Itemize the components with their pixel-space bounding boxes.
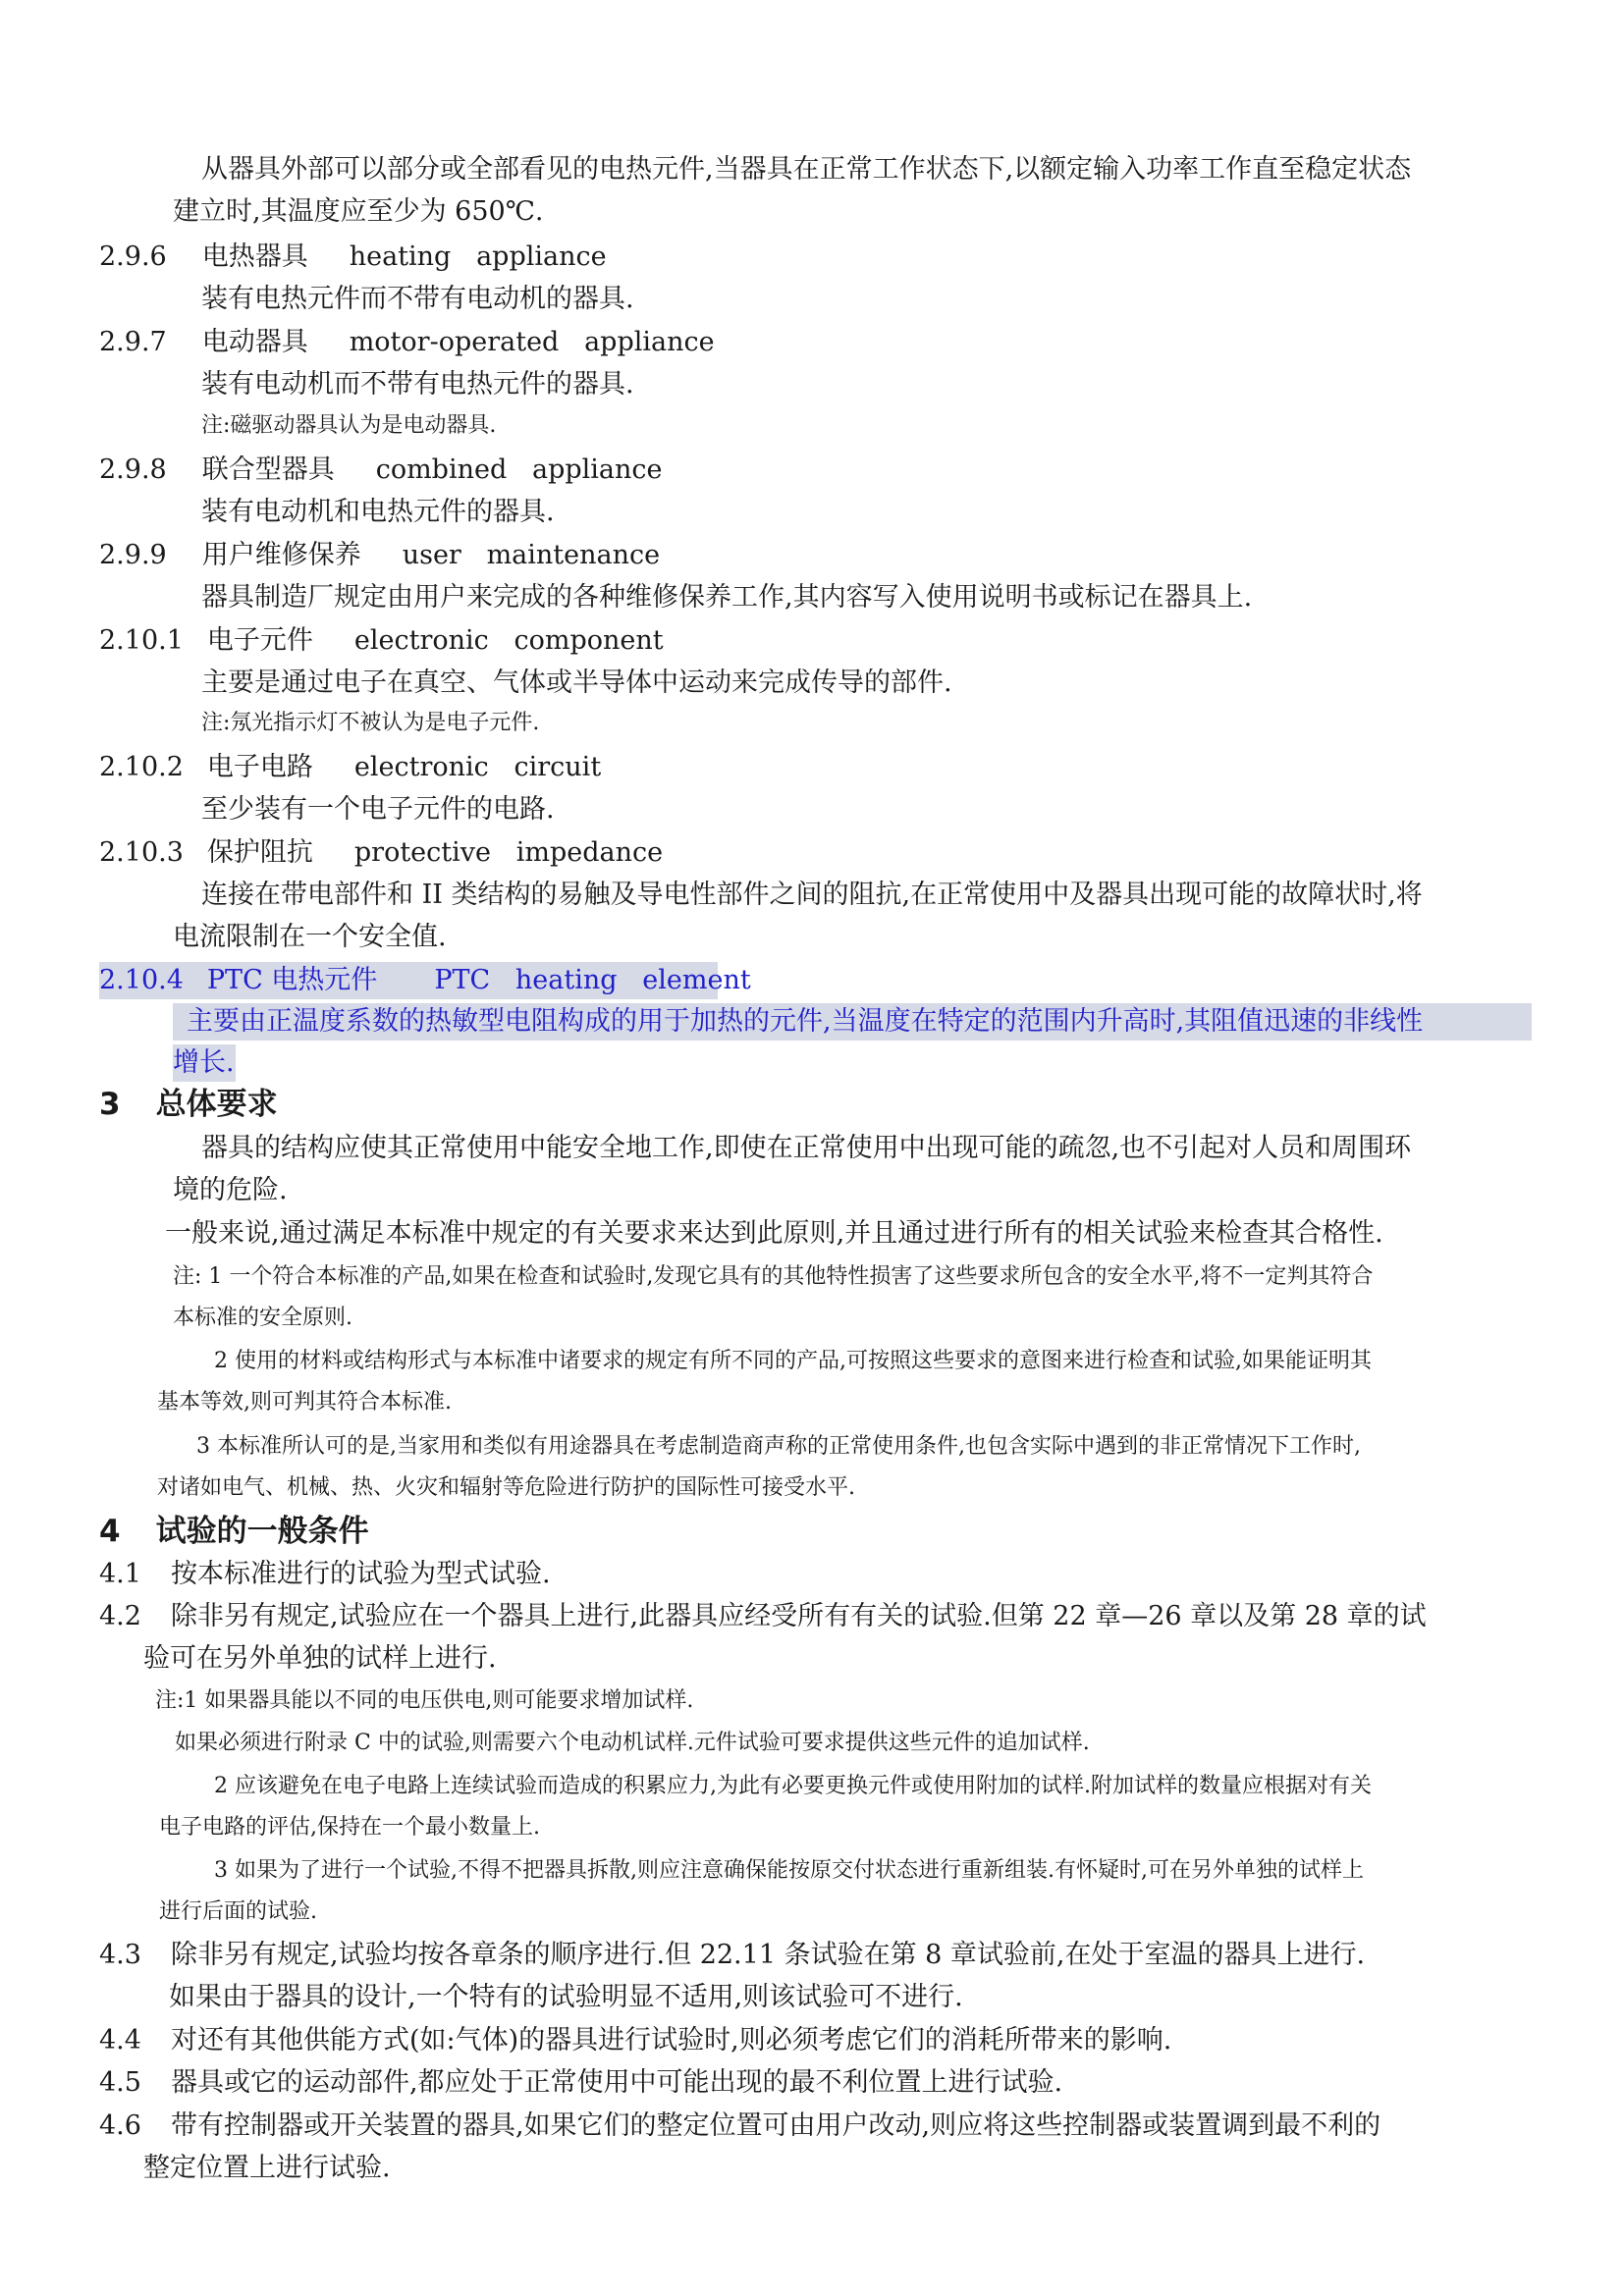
clause-text: 对还有其他供能方式(如:气体)的器具进行试验时,则必须考虑它们的消耗所带来的影响.: [170, 2025, 1172, 2056]
term-en: combined appliance: [375, 454, 663, 485]
clause-text: 带有控制器或开关装置的器具,如果它们的整定位置可由用户改动,则应将这些控制器或装置调到最不利的: [170, 2110, 1381, 2141]
clause-number: 4.6: [99, 2110, 141, 2141]
section-heading-4: [99, 1513, 369, 1550]
clause-4-6: [99, 2109, 1380, 2144]
clause-4-3: [99, 1938, 1365, 1973]
clause-number: 2.9.8: [99, 454, 167, 485]
clause-number: 4.5: [99, 2067, 141, 2098]
term-2-9-8: [99, 453, 663, 488]
clause-number: 4.1: [99, 1559, 141, 1589]
note: 2 使用的材料或结构形式与本标准中诸要求的规定有所不同的产品,可按照这些要求的意图来进行检查和试验,如果能证明其: [214, 1349, 1372, 1373]
note: 注:1 如果器具能以不同的电压供电,则可能要求增加试样.: [155, 1688, 694, 1713]
note: 基本等效,则可判其符合本标准.: [157, 1390, 452, 1415]
section-title: 总体要求: [155, 1087, 278, 1122]
clause-4-1: [99, 1557, 551, 1592]
note: 3 本标准所认可的是,当家用和类似有用途器具在考虑制造商声称的正常使用条件,也包含实际中遇到的非正常情况下工作时,: [196, 1434, 1361, 1459]
paragraph-line: 建立时,其温度应至少为 650℃.: [173, 196, 544, 227]
note: 注:磁驱动器具认为是电动器具.: [201, 413, 497, 438]
clause-number: 2.10.3: [99, 837, 184, 868]
term-en: electronic component: [353, 625, 664, 656]
clause-number: 2.9.6: [99, 241, 167, 272]
term-en: PTC heating element: [434, 965, 751, 995]
clause-number: 4.3: [99, 1940, 141, 1970]
term-zh: 用户维修保养: [201, 540, 361, 570]
section-number: 4: [99, 1514, 121, 1549]
term-en: electronic circuit: [353, 752, 602, 782]
clause-number: 4.4: [99, 2025, 141, 2056]
term-definition-selected[interactable]: 增长.: [173, 1047, 235, 1078]
note: 电子电路的评估,保持在一个最小数量上.: [159, 1815, 540, 1840]
term-zh: 电热器具: [201, 241, 308, 272]
clause-number: 2.10.2: [99, 752, 184, 782]
term-zh: 联合型器具: [201, 454, 335, 485]
clause-text: 器具或它的运动部件,都应处于正常使用中可能出现的最不利位置上进行试验.: [170, 2067, 1063, 2098]
clause-4-5: [99, 2065, 1062, 2101]
term-zh: 电子元件: [206, 625, 313, 656]
paragraph-line: 整定位置上进行试验.: [143, 2153, 391, 2183]
term-definition: 装有电热元件而不带有电动机的器具.: [201, 284, 634, 314]
paragraph-line: 验可在另外单独的试样上进行.: [143, 1643, 497, 1674]
clause-text: 除非另有规定,试验均按各章条的顺序进行.但 22.11 条试验在第 8 章试验前,在处于室温的器具上进行.: [170, 1940, 1366, 1970]
note: 3 如果为了进行一个试验,不得不把器具拆散,则应注意确保能按原交付状态进行重新组装.有怀疑时,可在另外单独的试样上: [214, 1858, 1364, 1883]
term-definition: 至少装有一个电子元件的电路.: [201, 794, 555, 825]
term-2-10-3: [99, 835, 663, 871]
clause-number: 2.10.4: [99, 965, 184, 995]
clause-4-2: [99, 1599, 1427, 1634]
note: 注: 1 一个符合本标准的产品,如果在检查和试验时,发现它具有的其他特性损害了这些要求所包含的安全水平,将不一定判其符合: [173, 1264, 1374, 1289]
term-zh: 电动器具: [201, 327, 308, 357]
paragraph-line: 从器具外部可以部分或全部看见的电热元件,当器具在正常工作状态下,以额定输入功率工作直至稳定状态: [201, 154, 1412, 185]
note: 如果必须进行附录 C 中的试验,则需要六个电动机试样.元件试验可要求提供这些元件的追加试样.: [175, 1731, 1090, 1755]
term-2-10-2: [99, 750, 601, 785]
term-2-9-9: [99, 538, 660, 573]
note: 注:氖光指示灯不被认为是电子元件.: [201, 711, 540, 735]
paragraph-line: 一般来说,通过满足本标准中规定的有关要求来达到此原则,并且通过进行所有的相关试验来检查其合格性.: [165, 1218, 1383, 1249]
term-definition: 装有电动机而不带有电热元件的器具.: [201, 369, 634, 400]
clause-4-4: [99, 2023, 1171, 2058]
clause-number: 2.9.7: [99, 327, 167, 357]
term-2-10-1: [99, 623, 664, 659]
term-zh: PTC 电热元件: [206, 965, 378, 995]
term-definition: 电流限制在一个安全值.: [173, 922, 447, 952]
term-definition: 装有电动机和电热元件的器具.: [201, 497, 555, 527]
term-definition: 连接在带电部件和 II 类结构的易触及导电性部件之间的阻抗,在正常使用中及器具出现可能的故障状时,将: [201, 880, 1423, 910]
note: 本标准的安全原则.: [173, 1306, 352, 1330]
term-2-10-4[interactable]: [99, 963, 751, 998]
term-definition-selected[interactable]: 主要由正温度系数的热敏型电阻构成的用于加热的元件,当温度在特定的范围内升高时,其阻值迅速的非线性: [187, 1006, 1424, 1037]
term-en: motor-operated appliance: [349, 327, 715, 357]
clause-number: 4.2: [99, 1601, 141, 1631]
note: 2 应该避免在电子电路上连续试验而造成的积累应力,为此有必要更换元件或使用附加的试样.附加试样的数量应根据对有关: [214, 1774, 1372, 1798]
term-definition: 器具制造厂规定由用户来完成的各种维修保养工作,其内容写入使用说明书或标记在器具上.: [201, 582, 1253, 613]
term-en: heating appliance: [349, 241, 607, 272]
term-en: user maintenance: [402, 540, 661, 570]
term-zh: 保护阻抗: [206, 837, 313, 868]
term-en: protective impedance: [353, 837, 664, 868]
paragraph-line: 器具的结构应使其正常使用中能安全地工作,即使在正常使用中出现可能的疏忽,也不引起对人员和周围环: [201, 1133, 1412, 1163]
clause-text: 除非另有规定,试验应在一个器具上进行,此器具应经受所有有关的试验.但第 22 章—26 章以及第 28 章的试: [170, 1601, 1427, 1631]
term-definition: 主要是通过电子在真空、气体或半导体中运动来完成传导的部件.: [201, 667, 952, 698]
term-zh: 电子电路: [206, 752, 313, 782]
paragraph-line: 境的危险.: [173, 1175, 288, 1205]
section-title: 试验的一般条件: [155, 1514, 369, 1549]
clause-number: 2.9.9: [99, 540, 167, 570]
clause-text: 按本标准进行的试验为型式试验.: [170, 1559, 551, 1589]
paragraph-line: 如果由于器具的设计,一个特有的试验明显不适用,则该试验可不进行.: [169, 1982, 963, 2012]
note: 对诸如电气、机械、热、火灾和辐射等危险进行防护的国际性可接受水平.: [157, 1475, 855, 1500]
clause-number: 2.10.1: [99, 625, 184, 656]
section-heading-3: [99, 1086, 278, 1123]
term-2-9-6: [99, 240, 607, 275]
section-number: 3: [99, 1087, 121, 1122]
note: 进行后面的试验.: [159, 1899, 317, 1924]
term-2-9-7: [99, 325, 715, 360]
